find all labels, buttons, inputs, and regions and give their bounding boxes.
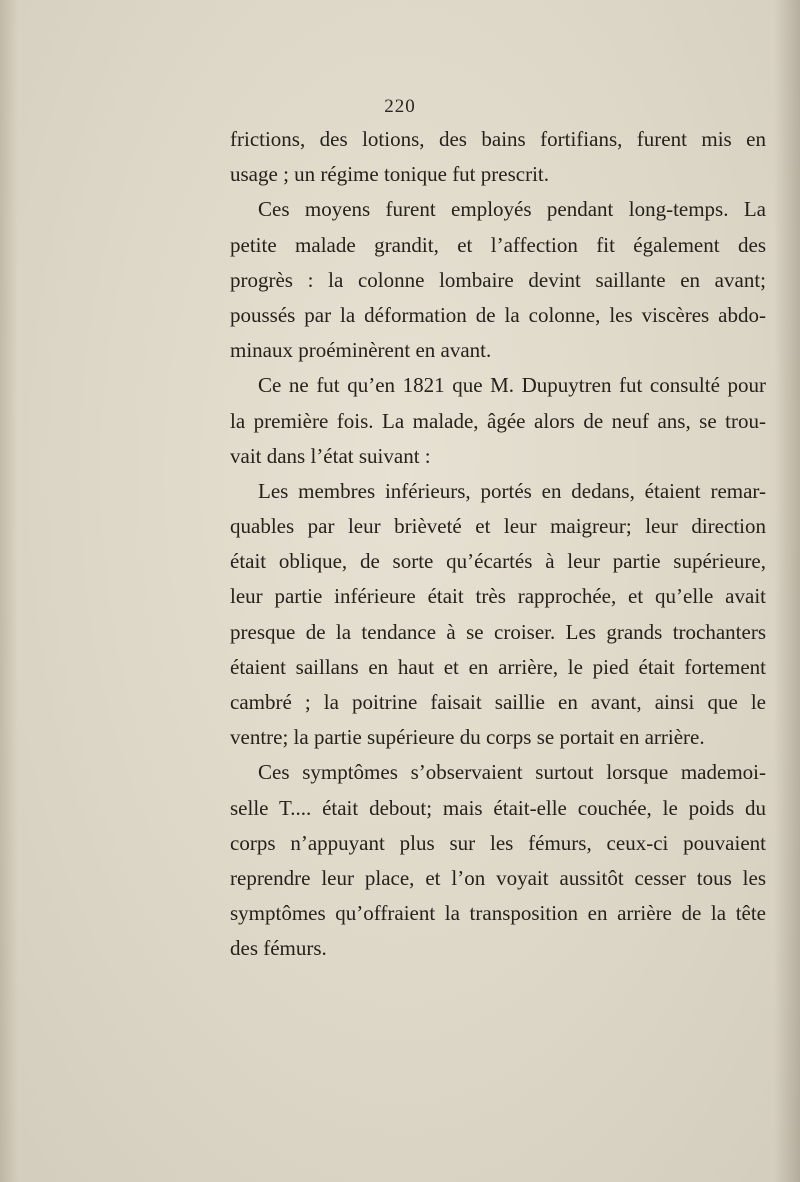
text-line: petite malade grandit, et l’affection fit également des bbox=[230, 232, 766, 257]
text-line: symptômes qu’offraient la transposition en arrière de la tête bbox=[230, 901, 766, 926]
text-line: cambré ; la poitrine faisait saillie en avant, ainsi que le bbox=[230, 690, 766, 714]
page-number: 220 bbox=[384, 96, 416, 117]
text-line: Les membres inférieurs, portés en dedans, étaient remar- bbox=[258, 478, 766, 503]
text-line: poussés par la déformation de la colonne, les viscères abdo- bbox=[230, 302, 766, 327]
text-line: vait dans l’état suivant : bbox=[230, 443, 431, 468]
text-line: ventre; la partie supérieure du corps se portait en arrière. bbox=[230, 725, 705, 750]
text-line: étaient saillans en haut et en arrière, le pied était fortement bbox=[230, 654, 766, 679]
text-line: Ces symptômes s’observaient surtout lorsque mademoi- bbox=[258, 760, 766, 785]
text-line: quables par leur brièveté et leur maigreur; leur direction bbox=[230, 514, 766, 539]
text-line: reprendre leur place, et l’on voyait aussitôt cesser tous les bbox=[230, 865, 766, 890]
text-line: Ces moyens furent employés pendant long-temps. La bbox=[258, 197, 766, 222]
text-line: était oblique, de sorte qu’écartés à leur partie supérieure, bbox=[230, 549, 766, 574]
text-line: Ce ne fut qu’en 1821 que M. Dupuytren fut consulté pour bbox=[258, 373, 766, 398]
text-line: presque de la tendance à se croiser. Les grands trochanters bbox=[230, 619, 766, 644]
text-line: frictions, des lotions, des bains fortifians, furent mis en bbox=[230, 127, 766, 151]
body-text bbox=[230, 122, 766, 967]
text-line: la première fois. La malade, âgée alors de neuf ans, se trou- bbox=[230, 408, 766, 433]
text-line: des fémurs. bbox=[230, 936, 327, 961]
text-line: progrès : la colonne lombaire devint saillante en avant; bbox=[230, 267, 766, 292]
text-line: usage ; un régime tonique fut prescrit. bbox=[230, 162, 549, 187]
text-line: leur partie inférieure était très rapprochée, et qu’elle avait bbox=[230, 584, 766, 609]
text-line: selle T.... était debout; mais était-elle couchée, le poids du bbox=[230, 795, 766, 820]
text-line: minaux proéminèrent en avant. bbox=[230, 338, 492, 363]
text-line: corps n’appuyant plus sur les fémurs, ceux-ci pouvaient bbox=[230, 830, 766, 855]
